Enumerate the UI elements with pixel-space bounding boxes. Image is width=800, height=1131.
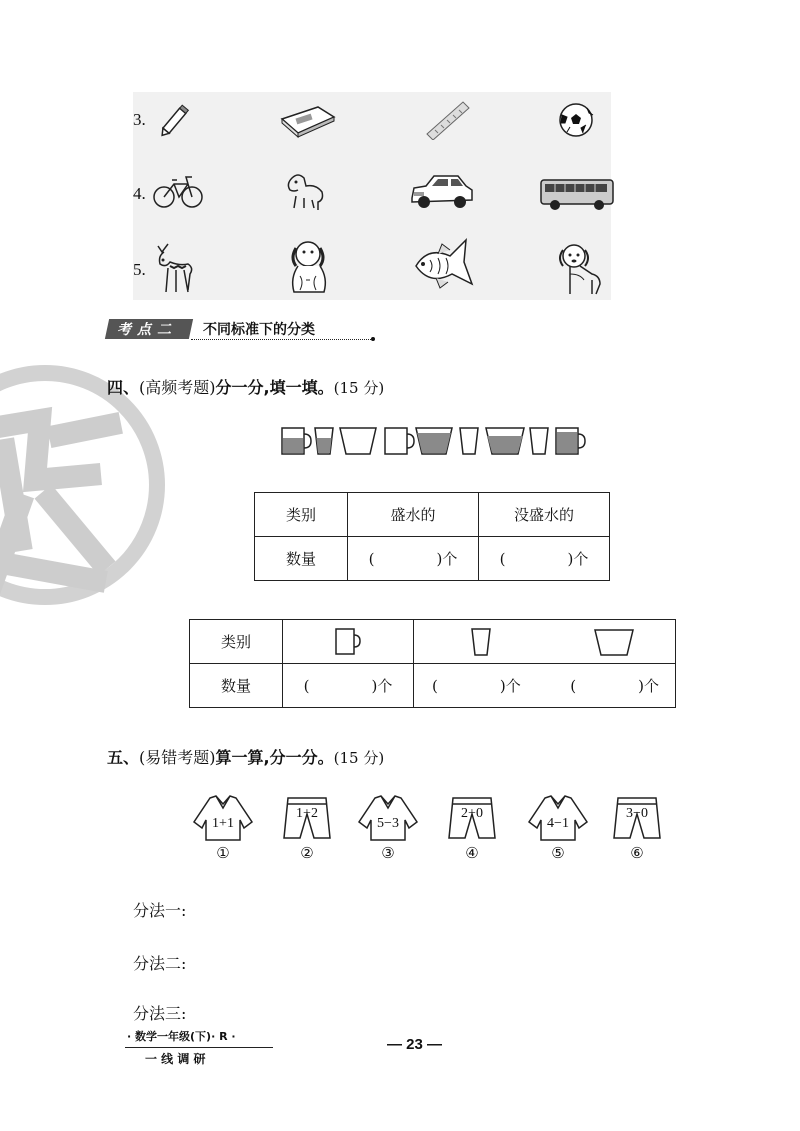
- method-two-answer[interactable]: [205, 953, 655, 973]
- method-one-answer[interactable]: [205, 900, 655, 920]
- q5-title: [107, 745, 384, 768]
- bowl-filled-icon: [416, 428, 452, 454]
- bowl-filled-icon: [486, 428, 524, 454]
- q5-points: (15 分): [333, 749, 385, 767]
- pencil-icon: [155, 100, 195, 140]
- mug-filled-icon: [556, 428, 585, 454]
- page-number: — 23 —: [387, 1036, 443, 1053]
- cup-empty-icon: [460, 428, 478, 454]
- q5-num: 五、: [107, 748, 140, 767]
- cups-row: [278, 424, 588, 458]
- bowl-empty-icon: [340, 428, 376, 454]
- table-header-without-water: 没盛水的: [479, 493, 610, 537]
- clothes-expression: 2+0: [461, 806, 483, 821]
- method-three-label: 分法三:: [133, 1004, 187, 1023]
- deer-icon: [150, 236, 200, 298]
- answer-blank-mug[interactable]: ( )个: [283, 664, 414, 708]
- answer-blank-with-water[interactable]: ( )个: [348, 537, 479, 581]
- kaodian-underline: [191, 339, 373, 340]
- row-number: 3.: [133, 110, 146, 129]
- q5-tag: (易错考题): [139, 748, 216, 767]
- cup-bowl-column-header: [414, 620, 676, 664]
- mug-empty-icon: [385, 428, 414, 454]
- clothes-expression: 3−0: [626, 806, 648, 821]
- dog-icon: [284, 236, 334, 298]
- shape-table: [189, 619, 676, 708]
- mug-icon: [333, 627, 363, 657]
- clothes-expression: 1+2: [296, 806, 318, 821]
- item-index: ⑥: [630, 844, 644, 862]
- item-index: ①: [216, 844, 230, 862]
- table-header-category: 类别: [190, 620, 283, 664]
- horse-icon: [282, 170, 328, 214]
- q4-points: (15 分): [333, 379, 385, 397]
- row-number: 4.: [133, 184, 146, 203]
- q4-title: [107, 375, 384, 398]
- item-index: ⑤: [551, 844, 565, 862]
- pencil-box-icon: [278, 103, 338, 139]
- soccer-ball-icon: [557, 101, 595, 139]
- method-three-answer[interactable]: [205, 1003, 655, 1023]
- clothes-row: [190, 794, 670, 864]
- row-number: 5.: [133, 260, 146, 279]
- kaodian-title: 不同标准下的分类: [203, 322, 315, 338]
- item-index: ②: [300, 844, 314, 862]
- table-header-with-water: 盛水的: [348, 493, 479, 537]
- q4-text: 分一分,填一填。: [215, 378, 334, 397]
- item-index: ④: [465, 844, 479, 862]
- clothes-expression: 5−3: [377, 816, 399, 831]
- q4-tag: (高频考题): [139, 378, 216, 397]
- clothes-expression: 4−1: [547, 816, 569, 831]
- bicycle-icon: [152, 172, 204, 210]
- bus-icon: [537, 174, 617, 214]
- table-header-category: 类别: [255, 493, 348, 537]
- table-row-count-label: 数量: [255, 537, 348, 581]
- kaodian-badge-text: 考点二: [117, 322, 177, 338]
- answer-blank-cup-bowl[interactable]: ( )个 ( )个: [414, 664, 676, 708]
- cup-icon: [470, 627, 492, 657]
- footer-rule: [125, 1047, 273, 1048]
- puppy-icon: [552, 240, 606, 298]
- mug-column-header: [283, 620, 414, 664]
- answer-blank-without-water[interactable]: ( )个: [479, 537, 610, 581]
- ruler-icon: [425, 100, 471, 140]
- table-row-count-label: 数量: [190, 664, 283, 708]
- footer-book-info: · 数学一年级(下)· R ·: [127, 1030, 236, 1043]
- bowl-icon: [593, 627, 635, 657]
- mug-filled-icon: [282, 428, 311, 454]
- fish-icon: [410, 236, 476, 298]
- cup-filled-icon: [315, 428, 333, 454]
- footer-series: 一 线 调 研: [145, 1052, 206, 1066]
- q4-num: 四、: [107, 378, 140, 397]
- car-icon: [408, 170, 476, 214]
- water-table: [254, 492, 610, 581]
- method-two-label: 分法二:: [133, 954, 187, 973]
- method-one-label: 分法一:: [133, 901, 187, 920]
- clothes-expression: 1+1: [212, 816, 234, 831]
- cup-empty-icon: [530, 428, 548, 454]
- q5-text: 算一算,分一分。: [215, 748, 334, 767]
- item-index: ③: [381, 844, 395, 862]
- kaodian-dot: [371, 337, 375, 341]
